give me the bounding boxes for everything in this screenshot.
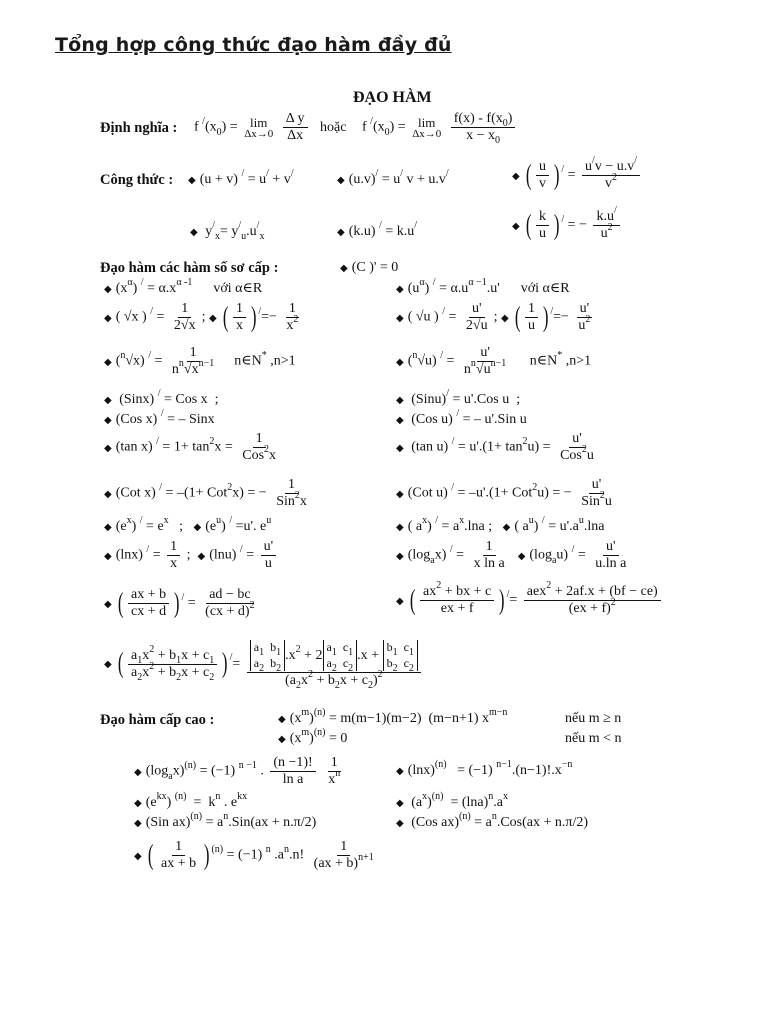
sheet-title: ĐẠO HÀM [353,89,432,106]
log-a: ◆ $(\log_ax) ^/$ = $\frac{1}{\text{x ln a}}$ ◆ $(\log_au) ^/$ = $\frac{u'}{\text{u.ln a}}$ [396,539,627,571]
rule-chain: ◆ $y^/_x= y^/_u.u^/_x$ [190,220,265,242]
rational-quadratic-quadratic: ◆ ( $\frac{a_1x^2 + b_1x + c_1}{a_2x^2 + b_2x + c_2}$ ) /= $a_1$ $b_1$ $a_2$ $b_2$ $.x^2 + 2$ $a_1$ $c_1$ $a_2$ $c_2$ .x + $b_1$ $c_1$ $b_2$ $c_2$ $(a_2x^2 + b_2x + c_2)^2$ [104,640,424,688]
sin-u: ◆ (Sinu)/ = u'.Cos u ; [396,388,521,407]
log-nth-derivative: ◆ $(\log_ax)^{(n)} = (-1)$ $^{n -1}$ . $\frac{(n -1)!}{\text{ln a}}$ $\frac{1}{x^n}$ [134,755,341,787]
tan-u: ◆ (tan u) $^/ = u'.(1+ \tan^2u)$ = $\frac{u'}{Cos^2u}$ [396,431,594,463]
definition-formula-1: f $^/(x_0)$ = lim Δx→0 $\frac{\text{Δ y}}{\Delta x}$ [194,112,311,143]
power-nth-derivative-1: ◆ $(x^m)^{(n)} = m(m-1)(m-2)$ (m−n+1) $x^{m-n}$ [278,707,508,726]
exp-a-nth-derivative: ◆ $(a^x)^{(n)} = (\ln a)^n.a^x$ [396,791,508,810]
sin-x: ◆ (Sinx) / = Cos x ; [104,388,219,407]
nth-root-u: ◆ ($^n$√u) / = $\frac{u'}{n^n√u^{n-1}}$ n∈N* ,n>1 [396,345,592,377]
rule-product: ◆ (u.v)/ = u/ v + u.v/ [337,168,449,187]
nth-root-x: ◆ ($^n$√x) / = $\frac{1}{n^n√x^{n-1}}$ n∈N* ,n>1 [104,345,296,377]
rules-label: Công thức : [100,172,174,188]
condition-m-lt-n: nếu m < n [565,731,622,746]
cos-u: ◆ (Cos u) / = – u'.Sin u [396,408,527,427]
rule-constant-multiple: ◆ (k.u) / = k.u/ [337,220,417,239]
cot-u: ◆ (Cot u) / = –u'.(1+ Cot$^2$u) = − $\frac{u'}{Sin^2u}$ [396,477,612,509]
higher-order-label: Đạo hàm cấp cao : [100,712,215,728]
condition-m-geq-n: nếu m ≥ n [565,711,622,726]
exp-x-u: ◆ $(e^x) ^/ = e^x$ ; ◆ $(e^u)$ / =u'. $e^u$ [104,515,272,534]
ln-x-u: ◆ (lnx) / = $\frac{1}{x}$ ; ◆ (lnu) / = $\frac{u'}{u}$ [104,540,279,571]
ln-nth-derivative: ◆ $(\ln x)^{(n)} = (-1)$ $^{n-1}.(n-1)!.x^{-n}$ [396,759,573,778]
derivative-constant: ◆ (C )' = 0 [340,260,399,275]
definition-label: Định nghĩa : [100,120,178,136]
elementary-label: Đạo hàm các hàm số sơ cấp : [100,260,279,276]
exp-a-x-u: ◆ ( $a^x$) $^/ = a^x.\ln a$ ; ◆ ( $a^u$) $^/ = u'.a^u.\ln a$ [396,515,605,534]
tan-x: ◆ (tan x) $^/ = 1+ \tan^2x$ = $\frac{1}{Cos^2x}$ [104,431,277,463]
power-nth-derivative-2: ◆ $(x^m)^{(n)} = 0$ [278,727,348,746]
sqrt-x-and-inverse-x: ◆ ( √x ) / = $\frac{1}{2√x}$ ; ◆ ( $\frac{1}{x}$ ) /=− $\frac{1}{x^2}$ [104,301,299,333]
definition-or: hoặc [320,120,347,135]
rule-k-over-u: ◆ ( $\frac{k}{u}$ ) / = − $\frac{k.u^/}{u^2}$ [512,210,623,241]
document-title: Tổng hợp công thức đạo hàm đầy đủ [55,34,452,56]
rational-quadratic-linear: ◆ ( $\frac{ax^2 + bx + c}{ex + f}$ ) /= $\frac{aex^2 + 2af.x + (bf - ce)}{(ex + f)^2}$ [396,585,664,616]
reciprocal-nth-derivative: ◆ ( $\frac{1}{ax + b}$ ) $^{(n)}$ = (−1) $^n$ $.a^n.n$! $\frac{1}{(ax + b)^{n+1}}$ [134,839,374,871]
cos-nth-derivative: ◆ (Cos $ax)^{(n)} = a^n.Cos(ax + n.\pi/2)$ [396,811,588,830]
rational-linear: ◆ ( $\frac{ax + b}{cx + d}$ ) / = $\frac{ad - bc}{(cx + d)^2}$ [104,587,255,619]
power-x: ◆ $(x^\alpha) ^/ = \alpha.x^{\alpha -1}$ với α∈R [104,277,263,296]
definition-formula-2: f $^/(x_0)$ = lim Δx→0 $\frac{f(x) - f(x_0)}{x - x_0}$ [362,112,518,143]
power-u: ◆ $(u^\alpha) ^/ = \alpha.u^{\alpha -1}.u'$ với α∈R [396,277,570,296]
sin-nth-derivative: ◆ (Sin $ax)^{(n)} = a^n.Sin(ax + n.\pi/2)$ [134,811,317,830]
sqrt-u-and-inverse-u: ◆ ( √u ) / = $\frac{u'}{2√u}$ ; ◆ ( $\frac{1}{u}$ ) /=− $\frac{u'}{u^2}$ [396,301,591,333]
cos-x: ◆ (Cos x) / = – Sinx [104,408,215,427]
rule-sum: ◆ (u + v) / = u/ + v/ [188,168,294,187]
exp-kx-nth-derivative: ◆ $(e^{kx}) ^{(n)} = k^n$ . $e^{kx}$ [134,791,248,810]
cot-x: ◆ (Cot x) / = –(1+ Cot$^2$x) = − $\frac{1}{Sin^2x}$ [104,477,307,509]
rule-quotient: ◆ ( $\frac{u}{v}$ ) / = $\frac{u^/v - u.v^/}{v^2}$ [512,160,643,191]
